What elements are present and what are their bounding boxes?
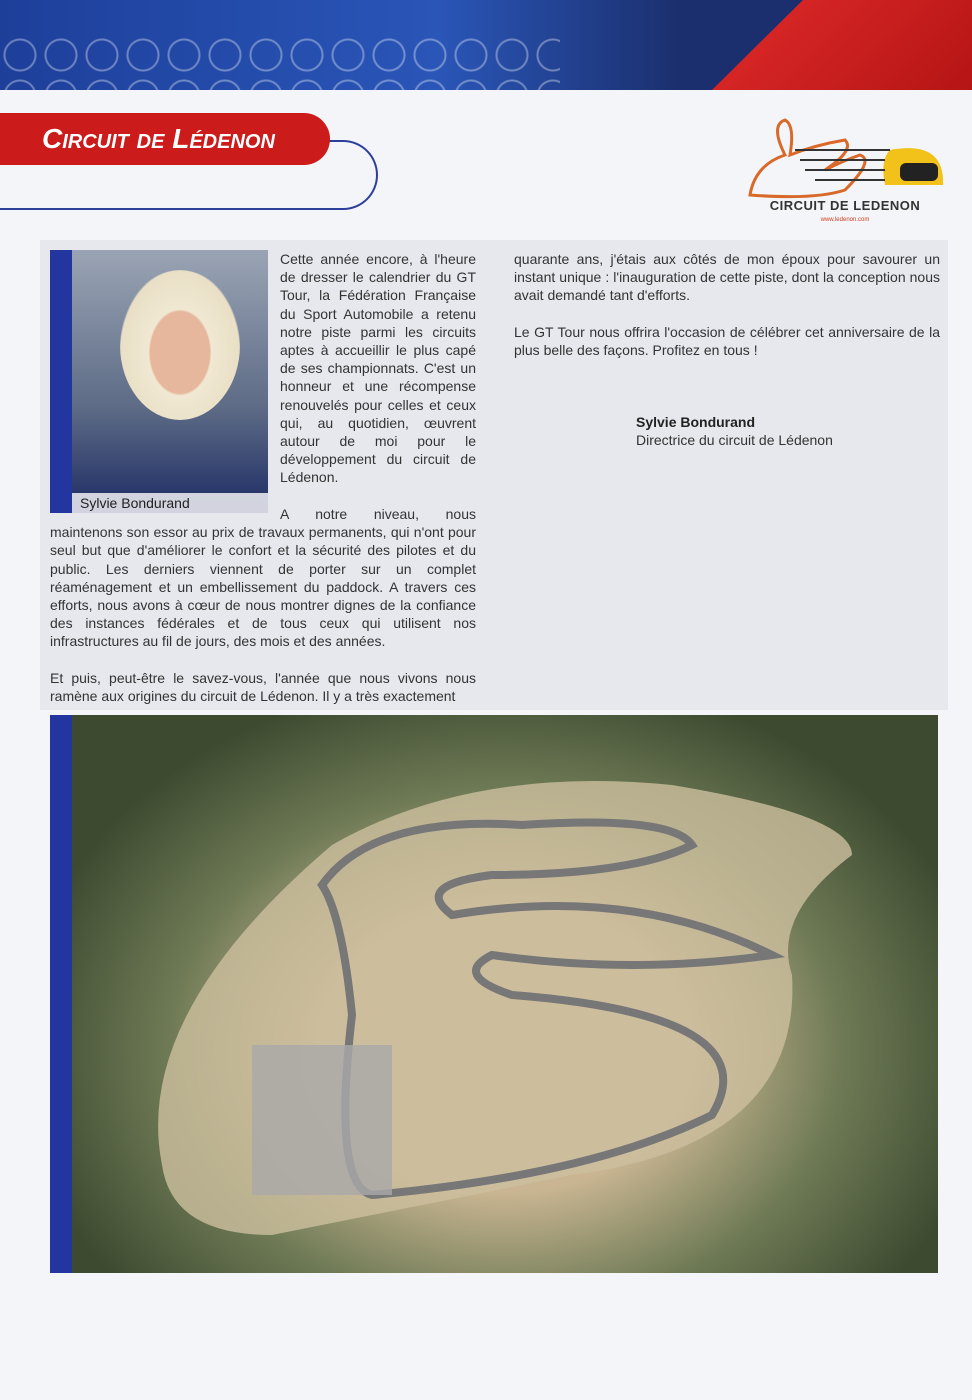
page-title: Circuit de Lédenon (0, 113, 330, 165)
article-paragraph: quarante ans, j'étais aux côtés de mon époux pour savourer un instant unique : l'inauguration de cette piste, dont la conception nous avait demandé tant d'efforts. (514, 251, 940, 304)
logo-text: CIRCUIT DE LEDENON (769, 198, 921, 213)
track-layout-icon (72, 715, 938, 1273)
top-banner (0, 0, 972, 90)
article-paragraph: Cette année encore, à l'heure de dresser le calendrier du GT Tour, la Fédération Française du Sport Automobile a retenu notre piste parmi les circuits aptes à accueillir le plus capé de ses championnats. C'est un honneur et une récompense renouvelés pour celles et ceux qui, au quotidien, œuvrent autour de moi pour le développement du circuit de Lédenon. (280, 251, 476, 486)
signature-title: Directrice du circuit de Lédenon (636, 432, 833, 449)
portrait-photo (50, 250, 268, 513)
circuit-logo (745, 115, 945, 225)
red-wedge (712, 0, 972, 90)
portrait-face (120, 270, 240, 420)
track-helmet-icon (745, 115, 945, 205)
circle-pattern (0, 35, 560, 90)
signature-name: Sylvie Bondurand (636, 414, 756, 430)
aerial-circuit-photo (50, 715, 938, 1273)
logo-url: www.ledenon.com (820, 217, 870, 223)
article-paragraph: Et puis, peut-être le savez-vous, l'année que nous vivons nous ramène aux origines du circuit de Lédenon. Il y a très exactement (50, 670, 476, 705)
photo-caption: Sylvie Bondurand (72, 493, 268, 513)
article-paragraph: A notre niveau, nous maintenons son essor au prix de travaux permanents, qui n'ont pour seul but que d'améliorer le confort et la sécurité des pilotes et du public. Les derniers viennent de porter sur un complet réaménagement et un embellissement du paddock. A travers ces efforts, nous avons à cœur de nous montrer dignes de la confiance des instances fédérales et de tous ceux qui utilisent nos infrastructures au fil de jours, des mois et des années. (50, 506, 476, 650)
signature (636, 413, 833, 449)
article-paragraph: Le GT Tour nous offrira l'occasion de célébrer cet anniversaire de la plus belle des façons. Profitez en tous ! (514, 324, 940, 359)
